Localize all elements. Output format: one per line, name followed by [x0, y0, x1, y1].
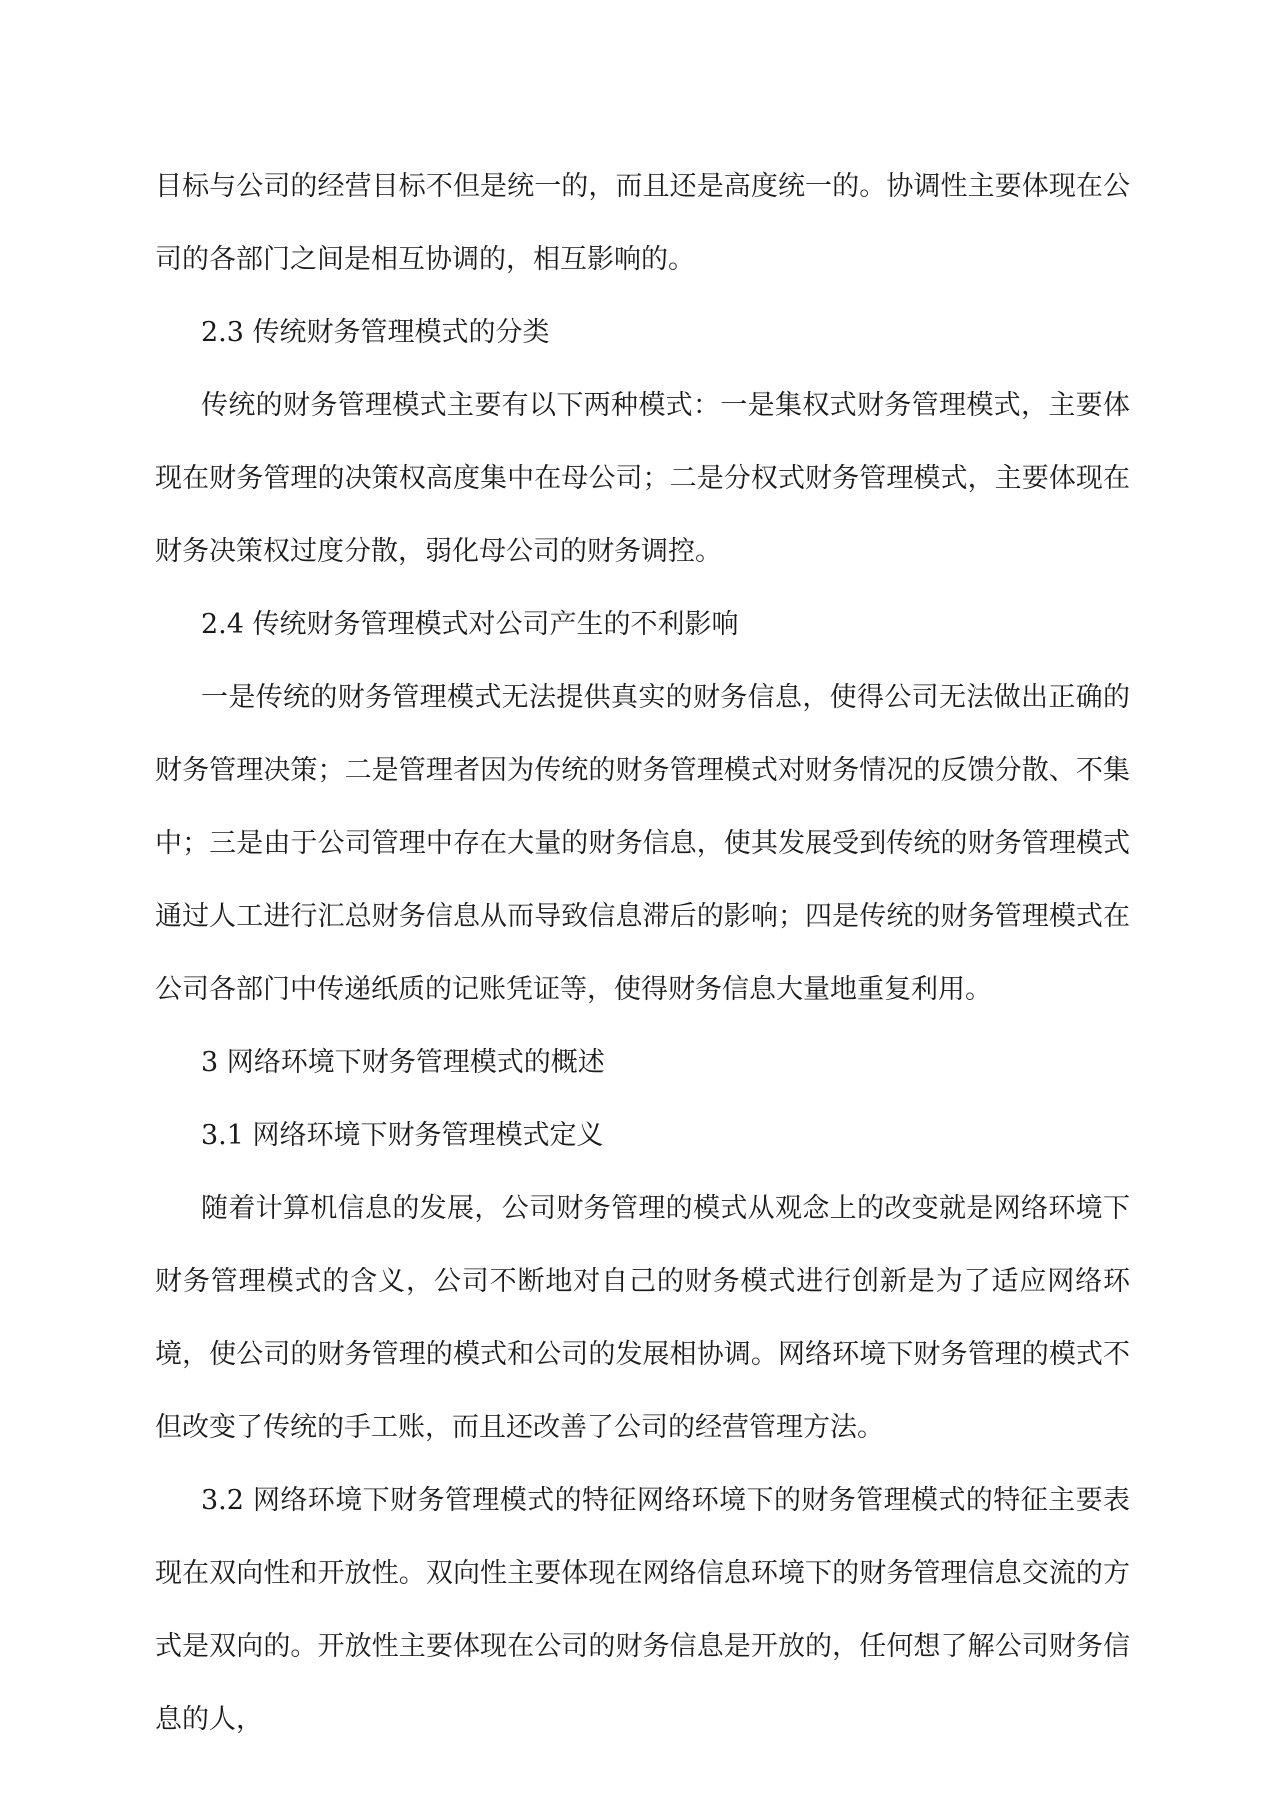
paragraph-network-features: 3.2 网络环境下财务管理模式的特征网络环境下的财务管理模式的特征主要表现在双向性和开放性。双向性主要体现在网络信息环境下的财务管理信息交流的方式是双向的。开放性主要体现在公司的财务信息是开放的，任何想了解公司财务信息的人， — [155, 1485, 1130, 1735]
paragraph-adverse-effects: 一是传统的财务管理模式无法提供真实的财务信息，使得公司无法做出正确的财务管理决策；二是管理者因为传统的财务管理模式对财务情况的反馈分散、不集中；三是由于公司管理中存在大量的财务信息，使其发展受到传统的财务管理模式通过人工进行汇总财务信息从而导致信息滞后的影响；四是传统的财务管理模式在公司各部门中传递纸质的记账凭证等，使得财务信息大量地重复利用。 — [155, 682, 1130, 1005]
paragraph-continuation: 目标与公司的经营目标不但是统一的，而且还是高度统一的。协调性主要体现在公司的各部门之间是相互协调的，相互影响的。 — [155, 171, 1130, 275]
section-heading-2-4: 2.4 传统财务管理模式对公司产生的不利影响 — [201, 609, 739, 640]
section-heading-3: 3 网络环境下财务管理模式的概述 — [201, 1047, 605, 1078]
paragraph-traditional-modes: 传统的财务管理模式主要有以下两种模式：一是集权式财务管理模式，主要体现在财务管理的决策权高度集中在母公司；二是分权式财务管理模式，主要体现在财务决策权过度分散，弱化母公司的财务调控。 — [155, 390, 1130, 567]
section-heading-3-1: 3.1 网络环境下财务管理模式定义 — [201, 1120, 604, 1151]
section-heading-2-3: 2.3 传统财务管理模式的分类 — [201, 317, 550, 348]
paragraph-network-definition: 随着计算机信息的发展，公司财务管理的模式从观念上的改变就是网络环境下财务管理模式的含义，公司不断地对自己的财务模式进行创新是为了适应网络环境，使公司的财务管理的模式和公司的发展相协调。网络环境下财务管理的模式不但改变了传统的手工账，而且还改善了公司的经营管理方法。 — [155, 1193, 1130, 1443]
